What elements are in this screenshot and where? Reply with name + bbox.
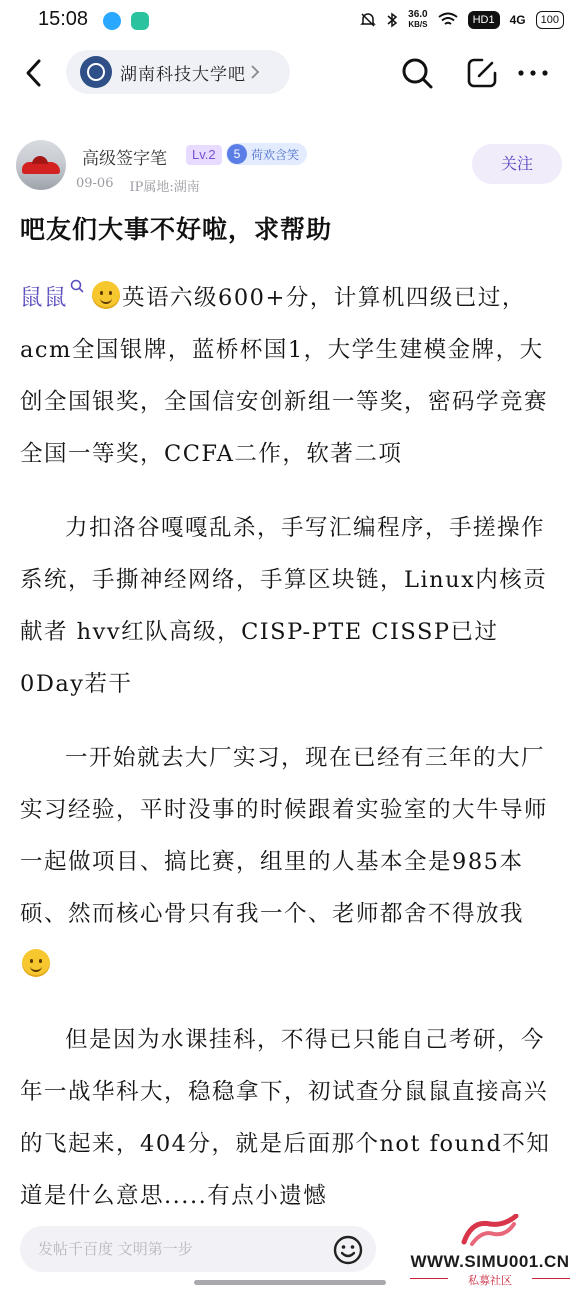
watermark (402, 1212, 578, 1287)
emoji-icon (332, 1234, 364, 1266)
paragraph: 但是因为水课挂科，不得已只能自己考研，今年一战华科大，稳稳拿下，初试查分鼠鼠直接高兴的飞起来，404分，就是后面那个not found不知道是什么意思.....有点小遗憾 (20, 1027, 551, 1209)
author-name[interactable]: 高级签字笔 (82, 149, 167, 169)
chevron-right-icon (250, 64, 260, 80)
speed-unit: KB/S (408, 20, 428, 29)
mute-icon (360, 12, 376, 28)
nav-bar (0, 44, 580, 100)
search-small-icon (70, 279, 84, 293)
follow-button[interactable]: 关注 (472, 144, 562, 184)
smile-emoji-icon (22, 949, 50, 977)
paragraph (20, 732, 554, 992)
chevron-left-icon (20, 56, 50, 90)
car-image (22, 162, 60, 174)
comment-input[interactable] (20, 1226, 376, 1272)
chat-app-icon (131, 12, 149, 30)
post-date: 09-06 (76, 176, 114, 191)
fan-level: 5 (227, 144, 247, 164)
avatar[interactable] (16, 140, 66, 190)
mention-link[interactable]: 鼠鼠 (20, 285, 69, 311)
wifi-icon (438, 12, 458, 28)
hd-badge: HD1 (468, 11, 500, 29)
post-title: 吧友们大事不好啦，求帮助 (20, 215, 333, 244)
fan-badge (226, 143, 307, 165)
post-meta (76, 176, 200, 195)
watermark-divider (532, 1278, 570, 1279)
forum-logo (80, 56, 112, 88)
forum-name: 湖南科技大学吧 (120, 64, 246, 85)
more-icon (516, 56, 550, 90)
qq-app-icon (103, 12, 121, 30)
paragraph-text: 一开始就去大厂实习，现在已经有三年的大厂实习经验，平时没事的时候跟着实验室的大牛导师一起做项目、搞比赛，组里的人基本全是985本硕、然而核心骨只有我一个、老师都舍不得放我 (20, 745, 549, 927)
paragraph-text: 英语六级600+分，计算机四级已过，acm全国银牌，蓝桥杯国1，大学生建模金牌，大创全国银奖，全国信安创新组一等奖，密码学竞赛全国一等奖，CCFA二作，软著二项 (20, 285, 549, 467)
edit-button[interactable] (465, 56, 499, 90)
paragraph: 力扣洛谷嘎嘎乱杀，手写汇编程序，手搓操作系统，手撕神经网络，手算区块链，Linux内核贡献者 hvv红队高级，CISP-PTE CISSP已过 0Day若干 (20, 515, 548, 697)
signal-label: 4G (509, 13, 526, 27)
post-content (20, 272, 554, 1212)
status-indicators (360, 10, 564, 30)
edit-icon (465, 56, 499, 90)
smile-emoji-icon (92, 281, 120, 309)
paragraph (20, 272, 554, 480)
status-time: 15:08 (38, 8, 89, 30)
network-speed (408, 10, 427, 30)
bottom-bar (0, 1212, 580, 1289)
ip-location: IP属地:湖南 (129, 180, 200, 195)
battery-icon: 100 (536, 11, 564, 29)
fan-title: 荷欢含笑 (251, 147, 300, 162)
emoji-button[interactable] (332, 1234, 364, 1266)
more-button[interactable] (516, 56, 550, 90)
status-bar (0, 0, 580, 44)
bluetooth-icon (386, 12, 398, 28)
level-badge: Lv.2 (186, 145, 222, 165)
watermark-site: WWW.SIMU001.CN (410, 1252, 570, 1271)
watermark-logo-icon (460, 1214, 520, 1246)
watermark-subtitle: 私募社区 (468, 1274, 512, 1287)
speed-value: 36.0 (408, 9, 428, 20)
search-icon (400, 56, 434, 90)
forum-entry-button[interactable] (66, 50, 290, 94)
post-author (0, 138, 580, 198)
back-button[interactable] (20, 56, 50, 90)
search-button[interactable] (400, 56, 434, 90)
home-indicator[interactable] (194, 1280, 386, 1285)
